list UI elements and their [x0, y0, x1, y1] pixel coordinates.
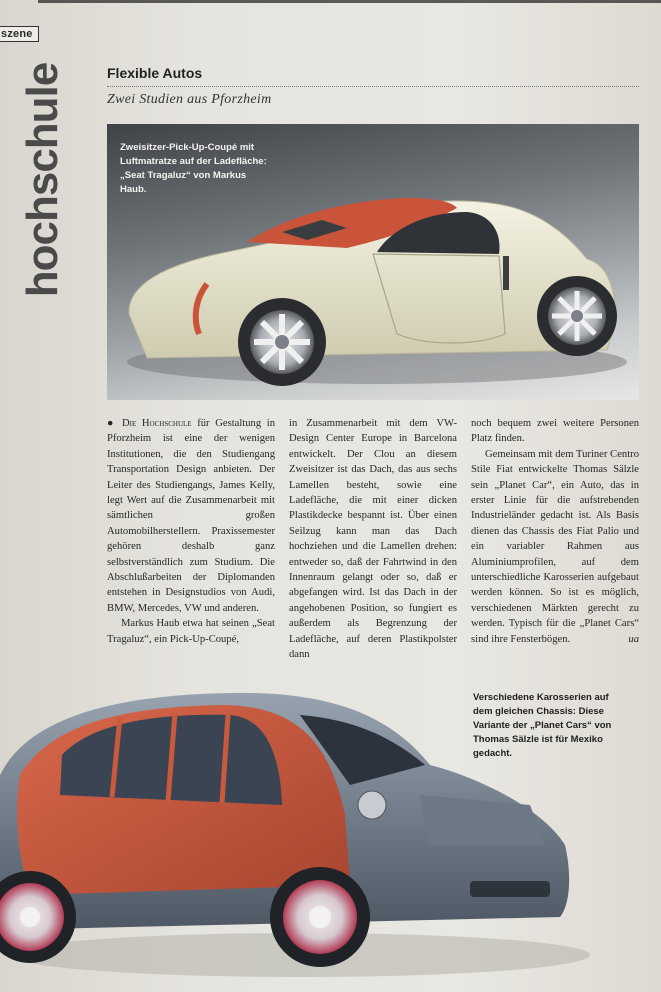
author-signature: ua [628, 633, 639, 645]
photo-seat-tragaluz [107, 124, 639, 400]
col1-paragraph-1: ● Die Hochschule für Gestaltung in Pforzheim ist eine der wenigen Institutionen, die den Studiengang Transportation Design anbieten. Der Leiter des Studiengangs, James Kelly, legt Wert auf die Zusammenarbeit mit sämtlichen großen Automobilherstellern. Praxissemester gehören deshalb ganz selbstverständlich zum Studium. Die Abschlußarbeiten der Diplomanden entstehen in Designstudios von Audi, BMW, Mercedes, VW und anderen. [107, 418, 275, 614]
col3-paragraph-1: noch bequem zwei weitere Personen Platz finden. [471, 418, 639, 445]
headline-divider [107, 86, 639, 87]
body-column-2 [289, 416, 457, 663]
vertical-section-title: hochschule [18, 62, 67, 298]
section-tag: szene [0, 26, 39, 42]
col1-paragraph-2: Markus Haub etwa hat seinen „Seat Tragaluz“, ein Pick-Up-Coupé, [107, 618, 275, 645]
col1-p1-text: für Gestaltung in Pforzheim ist eine der wenigen Institutionen, die den Studiengang Transportation Design anbieten. Der Leiter des Studiengangs, James Kelly, legt Wert auf die Zusammenarbeit mit sämtlichen großen Automobilherstellern. Praxissemester gehören deshalb ganz selbstverständlich zum Studium. Die Abschlußarbeiten der Diplomanden entstehen in Designstudios von Audi, BMW, Mercedes, VW und anderen. [107, 418, 275, 614]
col2-paragraph: in Zusammenarbeit mit dem VW-Design Center Europe in Barcelona entwickelt. Der Clou an diesem Zweisitzer ist das Dach, das aus sechs Lamellen besteht, sowie eine Ladefläche, die mit einer dicken Plastikdecke bespannt ist. Über einen Seilzug kann man das Dach hochziehen und die Lamellen drehen: entweder so, daß der Fahrtwind in den Innenraum gelangt oder so, daß er abgefangen wird. Ist das Dach in der angehobenen Position, so fungiert es außerdem als Begrenzung der Ladefläche, auf deren Plastikpolster dann [289, 418, 457, 661]
photo2-caption: Verschiedene Karosserien auf dem gleichen Chassis: Diese Variante der „Planet Cars“ von Thomas Sälzle ist für Mexiko gedacht. [473, 692, 612, 759]
col3-p2-text: Gemeinsam mit dem Turiner Centro Stile Fiat entwickelte Thomas Sälzle sein „Planet Car“, ein Auto, das in erster Linie für die aufstrebenden Industrieländer gedacht ist. Als Basis dienen das Chassis des Fiat Palio und ein variabler Rahmen aus Aluminiumprofilen, auf dem unterschiedliche Karosserien aufgebaut werden können. So ist es möglich, verschiedenen Märkten gerecht zu werden. Typisch für die „Planet Cars“ sind ihre Fensterbögen. [471, 448, 639, 645]
col3-paragraph-2 [471, 447, 639, 647]
body-column-1 [107, 416, 275, 647]
photo1-caption: Zweisitzer-Pick-Up-Coupé mit Luftmatratze auf der Ladefläche: „Seat Tragaluz“ von Markus Haub. [120, 142, 267, 195]
col1-lead-smallcaps: Die Hochschule [122, 418, 192, 429]
body-column-3 [471, 416, 639, 647]
article-headline: Flexible Autos [107, 65, 203, 81]
article-subheadline: Zwei Studien aus Pforzheim [107, 92, 272, 107]
top-rule [38, 0, 661, 3]
